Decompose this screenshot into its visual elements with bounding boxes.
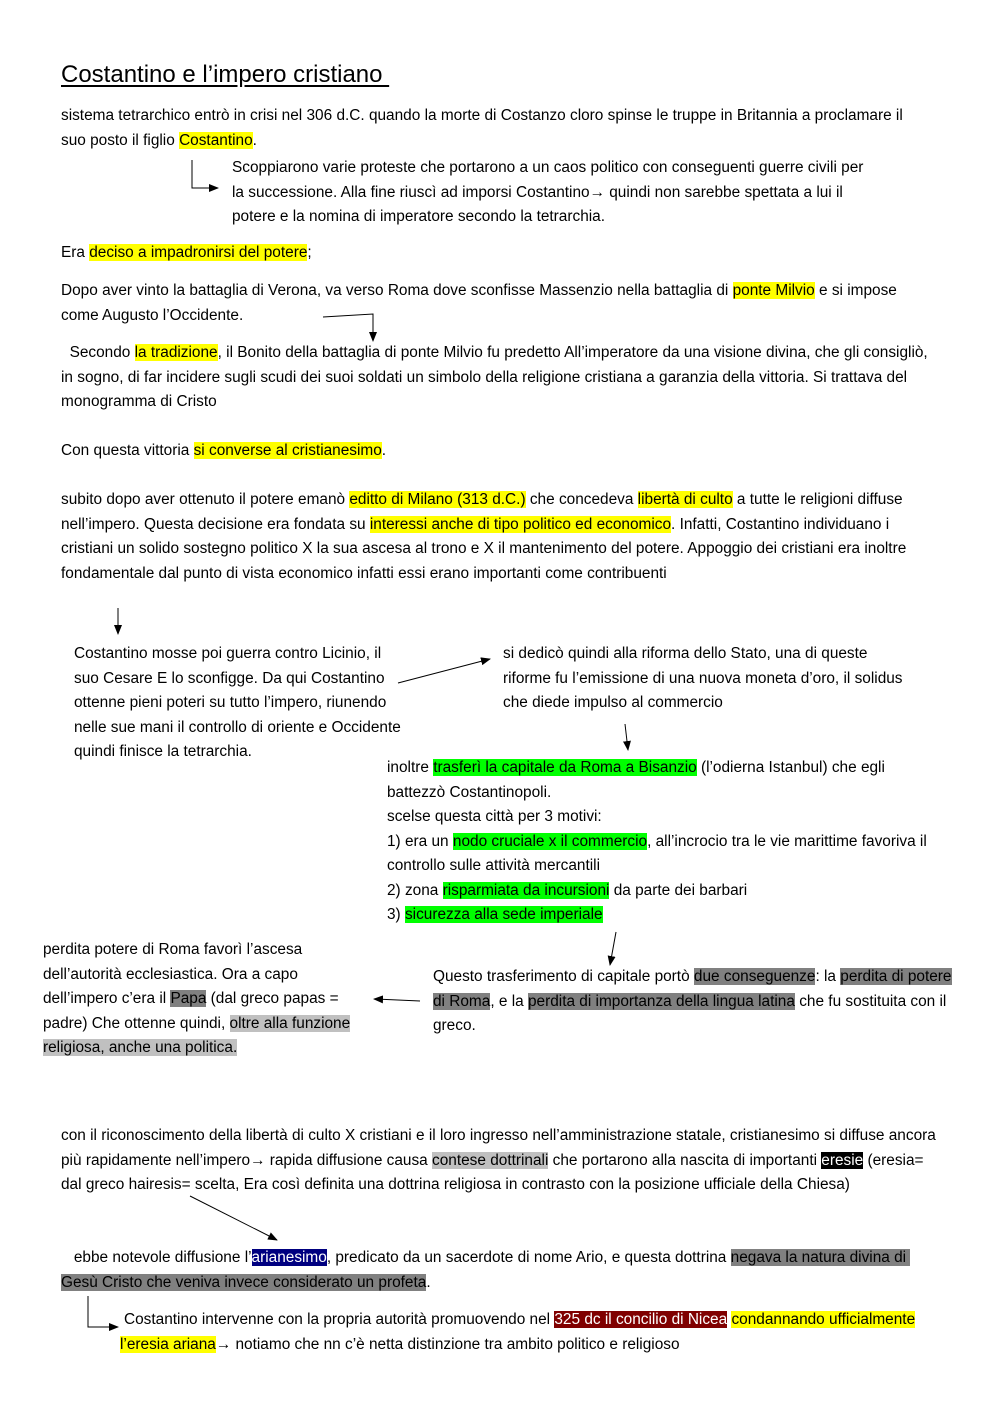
paragraph-ponte-milvio <box>61 279 931 328</box>
arrow-connector <box>88 1296 118 1327</box>
text: (eresia= dal greco hairesis= scelta, Era così definita una dottrina religiosa in contrasto con la posizione ufficiale della Chiesa) <box>61 1151 924 1193</box>
highlight: trasferì la capitale da Roma a Bisanzio <box>433 759 697 776</box>
text: → notiamo che nn c’è netta distinzione tra ambito politico e religioso <box>215 1335 680 1353</box>
highlight: Costantino <box>179 131 253 149</box>
highlight: la tradizione <box>134 344 218 361</box>
text: (dal greco papas = padre) Che ottenne quindi, <box>43 990 339 1032</box>
text: Costantino mosse poi guerra contro Licinio, il suo Cesare E lo sconfigge. Da qui Costantino ottenne pieni poteri su tutto l’impero, riunendo nelle sue mani il controllo di oriente e Occidente quindi finisce la tetrarchia. <box>74 645 401 760</box>
text: , il Bonito della battaglia di ponte Milvio fu predetto All’imperatore da una visione divina, che gli consigliò, in sogno, di far incidere sugli scudi dei suoi soldati un simbolo della religione cristiana a garanzia della vittoria. Si trattava del monogramma di Cristo <box>61 344 932 410</box>
text: . <box>252 131 257 149</box>
highlight: nodo cruciale x il commercio <box>452 832 648 850</box>
text: subito dopo aver ottenuto il potere emanò <box>61 491 350 508</box>
paragraph-arianism <box>61 1246 941 1295</box>
highlight: ponte Milvio <box>732 282 815 299</box>
paragraph-tetrarchy-crisis <box>61 104 911 153</box>
text: Questo trasferimento di capitale portò <box>433 968 694 985</box>
arrow-connector <box>398 659 490 683</box>
highlight: eresie <box>821 1151 864 1169</box>
paragraph-nicea <box>120 1308 930 1357</box>
text: ; <box>307 244 312 261</box>
text: sistema tetrarchico entrò in crisi nel 306 d.C. quando la morte di Costanzo cloro spinse le truppe in Britannia a proclamare il suo posto il figlio <box>61 107 903 149</box>
text: 1) era un <box>387 832 453 850</box>
text: a tutte le religioni diffuse nell’impero. Questa decisione era fondata su <box>61 491 903 533</box>
arrow-connector <box>374 999 420 1001</box>
reasons-intro: scelse questa città per 3 motivi: <box>387 808 602 825</box>
paragraph-edict-milan <box>61 488 941 586</box>
paragraph-conversion <box>61 439 911 464</box>
text: ebbe notevole diffusione l’ <box>61 1249 252 1266</box>
paragraph-licinio <box>74 642 404 765</box>
text: Dopo aver vinto la battaglia di Verona, va verso Roma dove sconfisse Massenzio nella battaglia di <box>61 282 733 299</box>
text: Secondo <box>61 344 135 361</box>
paragraph-tradition <box>61 341 941 415</box>
arrow-connector <box>190 1196 277 1240</box>
paragraph-civil-wars <box>232 156 872 230</box>
text: , e la <box>490 992 528 1010</box>
reason-item <box>387 879 947 904</box>
text: perdita potere di Roma favorì l’ascesa dell’autorità ecclesiastica. Ora a capo dell’impero c’era il <box>43 941 303 1007</box>
highlight: risparmiata da incursioni <box>442 881 610 899</box>
text: , predicato da un sacerdote di nome Ario, e questa dottrina <box>326 1249 731 1266</box>
arrow-connector <box>192 160 218 188</box>
highlight: Papa <box>170 990 207 1007</box>
paragraph-consequences <box>433 965 963 1039</box>
text: . Infatti, Costantino individuano i cristiani un solido sostegno politico X la sua ascesa al trono e X il mantenimento del potere. Appoggio dei cristiani era inoltre fondamentale dal punto di vista economico infatti essi erano importanti come contribuenti <box>61 515 907 582</box>
text: da parte dei barbari <box>609 881 748 899</box>
text: si dedicò quindi alla riforma dello Stato, una di queste riforme fu l’emissione di una nuova moneta d’oro, il solidus che diede impulso al commercio <box>503 645 903 711</box>
highlight: perdita di potere di Roma <box>433 968 952 1010</box>
arrow-connector <box>625 724 628 750</box>
page-title: Costantino e l’impero cristiano <box>61 61 390 88</box>
text: e si impose come Augusto l’Occidente. <box>61 282 897 324</box>
highlight: editto di Milano (313 d.C.) <box>349 491 526 508</box>
text: Costantino intervenne con la propria autorità promuovendo nel <box>124 1311 555 1328</box>
text: 3) <box>387 906 405 923</box>
text: che concedeva <box>525 491 638 508</box>
highlight: deciso a impadronirsi del potere <box>89 244 308 261</box>
highlight: arianesimo <box>251 1249 327 1266</box>
highlight: perdita di importanza della lingua latina <box>527 992 795 1010</box>
highlight: 325 dc il concilio di Nicea <box>554 1311 728 1328</box>
text: inoltre <box>387 759 434 776</box>
capital-line <box>387 756 947 805</box>
text: Scoppiarono varie proteste che portarono a un caos politico con conseguenti guerre civili per la successione. Alla fine riuscì ad imporsi Costantino→ quindi non sarebbe spettata a lui il potere e la nomina di imperatore secondo la tetrarchia. <box>232 159 864 225</box>
text: . <box>381 442 387 459</box>
text: con il riconoscimento della libertà di culto X cristiani e il loro ingresso nell’amministrazione statale, cristianesimo si diffuse ancora più rapidamente nell’impero→ rapida diffusione causa <box>61 1127 936 1169</box>
paragraph-capital-transfer <box>387 756 947 928</box>
text: , all’incrocio tra le vie marittime favoriva il controllo sulle attività mercantili <box>387 832 927 874</box>
highlight: oltre alla funzione religiosa, anche una politica. <box>43 1014 351 1056</box>
highlight: libertà di culto <box>637 491 733 508</box>
text: : la <box>815 968 841 985</box>
text: . <box>426 1273 431 1291</box>
text: 2) zona <box>387 881 443 899</box>
paragraph-state-reform <box>503 642 903 716</box>
text: che fu sostituita con il greco. <box>433 992 947 1034</box>
text: che portarono alla nascita di importanti <box>548 1151 822 1169</box>
highlight: si converse al cristianesimo <box>193 442 382 459</box>
highlight: negava la natura divina di Gesù Cristo che veniva invece considerato un profeta <box>61 1249 911 1291</box>
paragraph-seize-power <box>61 241 911 266</box>
text: Con questa vittoria <box>61 442 194 459</box>
reason-item <box>387 830 947 879</box>
paragraph-papacy <box>43 938 373 1061</box>
reason-item <box>387 903 947 928</box>
highlight: contese dottrinali <box>432 1151 549 1169</box>
paragraph-heresies <box>61 1124 941 1198</box>
highlight: condannando ufficialmente l’eresia ariana <box>120 1311 916 1353</box>
highlight: due conseguenze <box>693 968 816 985</box>
highlight: sicurezza alla sede imperiale <box>404 906 603 923</box>
text: Era <box>61 244 90 261</box>
text: (l’odierna Istanbul) che egli battezzò Costantinopoli. <box>387 759 885 801</box>
arrow-connector <box>610 932 616 965</box>
highlight: interessi anche di tipo politico ed economico <box>369 515 672 533</box>
